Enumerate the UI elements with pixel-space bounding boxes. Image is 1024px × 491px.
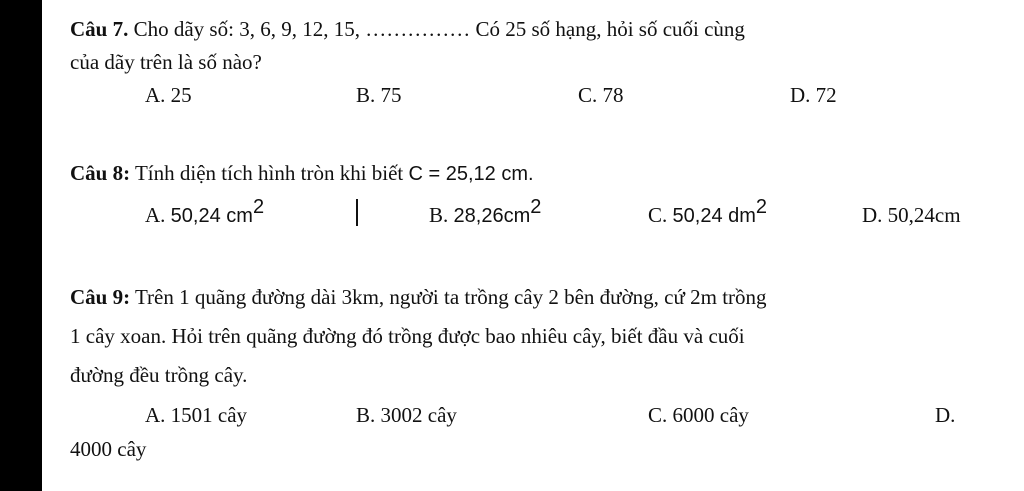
question-7-option-a[interactable]: A. 25 xyxy=(145,83,192,107)
question-7-option-c[interactable]: C. 78 xyxy=(578,83,624,107)
question-9-option-d-value[interactable]: 4000 cây xyxy=(70,437,147,461)
question-9-text-line-2: 1 cây xoan. Hỏi trên quãng đường đó trồng được bao nhiêu cây, biết đầu và cuối xyxy=(70,324,745,348)
option-d-prefix: D. xyxy=(862,203,883,227)
question-8-option-a[interactable] xyxy=(145,196,265,228)
option-a-prefix: A. xyxy=(145,203,166,227)
question-9-option-a[interactable]: A. 1501 cây xyxy=(145,403,248,427)
question-7-text-line-1: Cho dãy số: 3, 6, 9, 12, 15, …………… Có 25 số hạng, hỏi số cuối cùng xyxy=(133,17,745,41)
question-7-option-b[interactable]: B. 75 xyxy=(356,83,402,107)
option-c-value: 50,24 dm xyxy=(672,205,756,227)
question-8-option-d[interactable] xyxy=(862,203,961,227)
question-8-option-b[interactable] xyxy=(429,196,542,228)
question-9-line-1 xyxy=(70,285,767,309)
question-9-option-d[interactable]: D. xyxy=(935,403,956,427)
option-a-value: 50,24 cm xyxy=(170,205,253,227)
question-7-option-d[interactable]: D. 72 xyxy=(790,83,837,107)
option-b-prefix: B. xyxy=(429,203,449,227)
question-9-label: Câu 9: xyxy=(70,285,131,309)
question-9-text-line-1: Trên 1 quãng đường dài 3km, người ta trồng cây 2 bên đường, cứ 2m trồng xyxy=(134,285,767,309)
question-7-line-1 xyxy=(70,17,745,41)
vertical-bar-divider xyxy=(356,199,358,226)
question-8-line xyxy=(70,161,534,186)
left-black-border xyxy=(0,0,42,491)
question-9-option-b[interactable]: B. 3002 cây xyxy=(356,403,457,427)
option-c-superscript: 2 xyxy=(755,196,768,218)
question-8-text: Tính diện tích hình tròn khi biết xyxy=(134,161,404,185)
question-9-option-c[interactable]: C. 6000 cây xyxy=(648,403,749,427)
question-9-text-line-3: đường đều trồng cây. xyxy=(70,363,248,387)
option-b-value: 28,26cm xyxy=(453,205,531,227)
question-8-label: Câu 8: xyxy=(70,161,131,185)
question-8-option-c[interactable] xyxy=(648,196,768,228)
option-a-superscript: 2 xyxy=(252,196,265,218)
option-c-prefix: C. xyxy=(648,203,668,227)
question-7-label: Câu 7. xyxy=(70,17,129,41)
option-b-superscript: 2 xyxy=(530,196,542,218)
option-d-value: 50,24cm xyxy=(887,203,961,227)
question-8-formula: C = 25,12 cm. xyxy=(408,163,534,185)
question-7-text-line-2: của dãy trên là số nào? xyxy=(70,50,262,74)
